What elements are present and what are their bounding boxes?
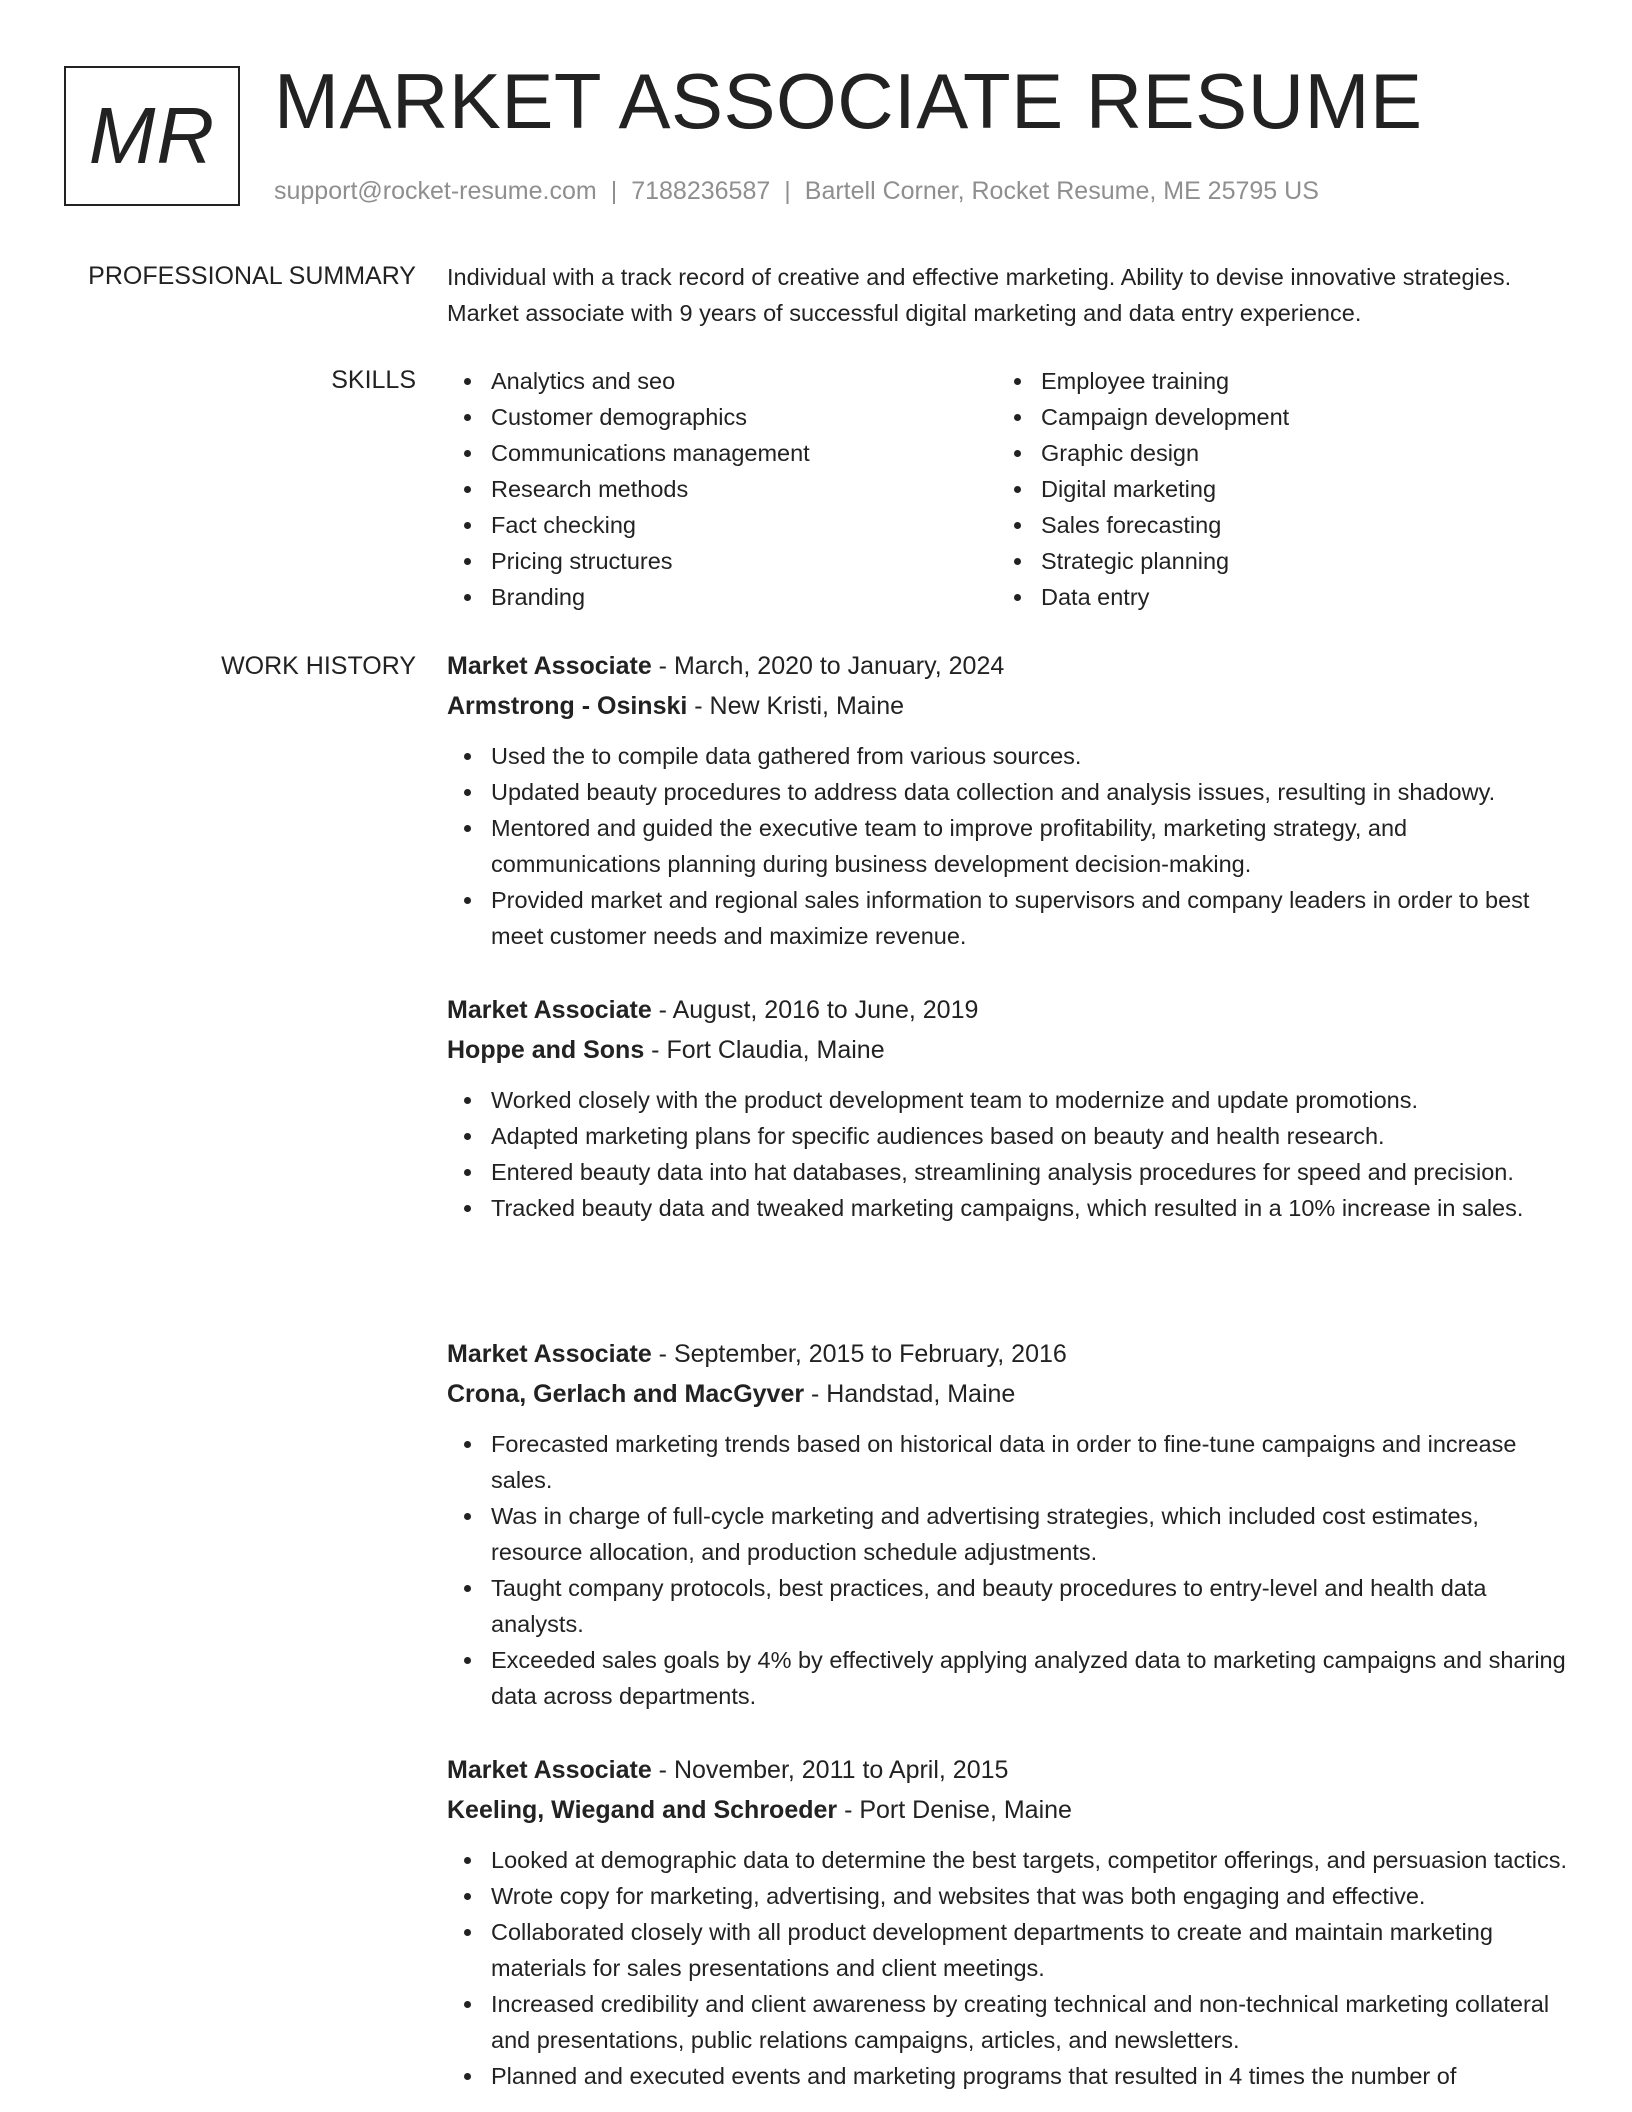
job-entry xyxy=(447,990,1567,1226)
job-bullet: Increased credibility and client awareness by creating technical and non-technical marketing collateral and presentations, public relations campaigns, articles, and newsletters. xyxy=(491,1986,1567,2058)
skill-item: Digital marketing xyxy=(1041,471,1289,507)
job-company: Crona, Gerlach and MacGyver xyxy=(447,1380,805,1408)
skill-item: Sales forecasting xyxy=(1041,507,1289,543)
job-location: - New Kristi, Maine xyxy=(687,692,905,720)
monogram-logo: MR xyxy=(64,66,240,206)
job-entry xyxy=(447,646,1567,954)
job-title-line xyxy=(447,1334,1567,1374)
job-bullet: Tracked beauty data and tweaked marketing campaigns, which resulted in a 10% increase in sales. xyxy=(491,1190,1567,1226)
skills-list-left xyxy=(447,363,810,615)
skill-item: Fact checking xyxy=(491,507,810,543)
skill-item: Communications management xyxy=(491,435,810,471)
skill-item: Analytics and seo xyxy=(491,363,810,399)
job-dates: - September, 2015 to February, 2016 xyxy=(651,1340,1067,1368)
job-company-line xyxy=(447,686,1567,726)
contact-email: support@rocket-resume.com xyxy=(274,177,597,205)
skill-item: Research methods xyxy=(491,471,810,507)
job-dates: - March, 2020 to January, 2024 xyxy=(651,652,1005,680)
job-bullets xyxy=(447,1426,1567,1714)
job-company: Hoppe and Sons xyxy=(447,1036,645,1064)
job-entry xyxy=(447,1750,1567,2094)
contact-separator: | xyxy=(610,177,618,205)
job-title-line xyxy=(447,646,1567,686)
contact-phone: 7188236587 xyxy=(631,177,771,205)
job-title-line xyxy=(447,990,1567,1030)
job-company-line xyxy=(447,1790,1567,1830)
contact-separator: | xyxy=(784,177,791,205)
contact-address: Bartell Corner, Rocket Resume, ME 25795 US xyxy=(804,177,1319,205)
job-bullet: Updated beauty procedures to address data collection and analysis issues, resulting in shadowy. xyxy=(491,774,1567,810)
job-bullet: Worked closely with the product development team to modernize and update promotions. xyxy=(491,1082,1567,1118)
skill-item: Graphic design xyxy=(1041,435,1289,471)
summary-section xyxy=(447,259,1567,331)
job-bullet: Used the to compile data gathered from various sources. xyxy=(491,738,1567,774)
job-location: - Handstad, Maine xyxy=(804,1380,1016,1408)
job-company-line xyxy=(447,1374,1567,1414)
job-company: Keeling, Wiegand and Schroeder xyxy=(447,1796,838,1824)
job-bullet: Exceeded sales goals by 4% by effectively applying analyzed data to marketing campaigns and sharing data across departments. xyxy=(491,1642,1567,1714)
job-title: Market Associate xyxy=(447,1756,652,1784)
job-location: - Port Denise, Maine xyxy=(837,1796,1072,1824)
page-title: MARKET ASSOCIATE RESUME xyxy=(274,57,1423,145)
skill-item: Strategic planning xyxy=(1041,543,1289,579)
job-bullet: Collaborated closely with all product development departments to create and maintain marketing materials for sales presentations and client meetings. xyxy=(491,1914,1567,1986)
skills-section xyxy=(447,363,1567,623)
job-entry xyxy=(447,1334,1567,1714)
job-company-line xyxy=(447,1030,1567,1070)
summary-text: Individual with a track record of creative and effective marketing. Ability to devise innovative strategies. Market associate with 9 years of successful digital marketing and data entry experience. xyxy=(447,264,1512,326)
job-dates: - August, 2016 to June, 2019 xyxy=(651,996,979,1024)
section-label-skills: SKILLS xyxy=(331,366,416,394)
contact-line xyxy=(274,174,1319,208)
job-bullet: Adapted marketing plans for specific audiences based on beauty and health research. xyxy=(491,1118,1567,1154)
job-title: Market Associate xyxy=(447,652,652,680)
skill-item: Pricing structures xyxy=(491,543,810,579)
job-company: Armstrong - Osinski xyxy=(447,692,688,720)
skill-item: Branding xyxy=(491,579,810,615)
job-bullet: Forecasted marketing trends based on historical data in order to fine-tune campaigns and increase sales. xyxy=(491,1426,1567,1498)
skill-item: Customer demographics xyxy=(491,399,810,435)
job-location: - Fort Claudia, Maine xyxy=(644,1036,885,1064)
job-bullet: Was in charge of full-cycle marketing and advertising strategies, which included cost estimates, resource allocation, and production schedule adjustments. xyxy=(491,1498,1567,1570)
job-bullet: Wrote copy for marketing, advertising, and websites that was both engaging and effective. xyxy=(491,1878,1567,1914)
job-bullets xyxy=(447,1082,1567,1226)
skill-item: Employee training xyxy=(1041,363,1289,399)
job-bullets xyxy=(447,738,1567,954)
skills-list-right xyxy=(997,363,1289,615)
job-title: Market Associate xyxy=(447,996,652,1024)
skill-item: Data entry xyxy=(1041,579,1289,615)
job-bullets xyxy=(447,1842,1567,2094)
job-title: Market Associate xyxy=(447,1340,652,1368)
job-bullet: Mentored and guided the executive team to improve profitability, marketing strategy, and communications planning during business development decision-making. xyxy=(491,810,1567,882)
skill-item: Campaign development xyxy=(1041,399,1289,435)
section-label-work-history: WORK HISTORY xyxy=(221,652,416,680)
job-dates: - November, 2011 to April, 2015 xyxy=(651,1756,1009,1784)
job-title-line xyxy=(447,1750,1567,1790)
job-bullet: Planned and executed events and marketing programs that resulted in 4 times the number of xyxy=(491,2058,1567,2094)
job-bullet: Provided market and regional sales information to supervisors and company leaders in order to best meet customer needs and maximize revenue. xyxy=(491,882,1567,954)
section-label-summary: PROFESSIONAL SUMMARY xyxy=(88,262,416,290)
job-bullet: Looked at demographic data to determine the best targets, competitor offerings, and persuasion tactics. xyxy=(491,1842,1567,1878)
job-bullet: Taught company protocols, best practices, and beauty procedures to entry-level and health data analysts. xyxy=(491,1570,1567,1642)
job-bullet: Entered beauty data into hat databases, streamlining analysis procedures for speed and precision. xyxy=(491,1154,1567,1190)
